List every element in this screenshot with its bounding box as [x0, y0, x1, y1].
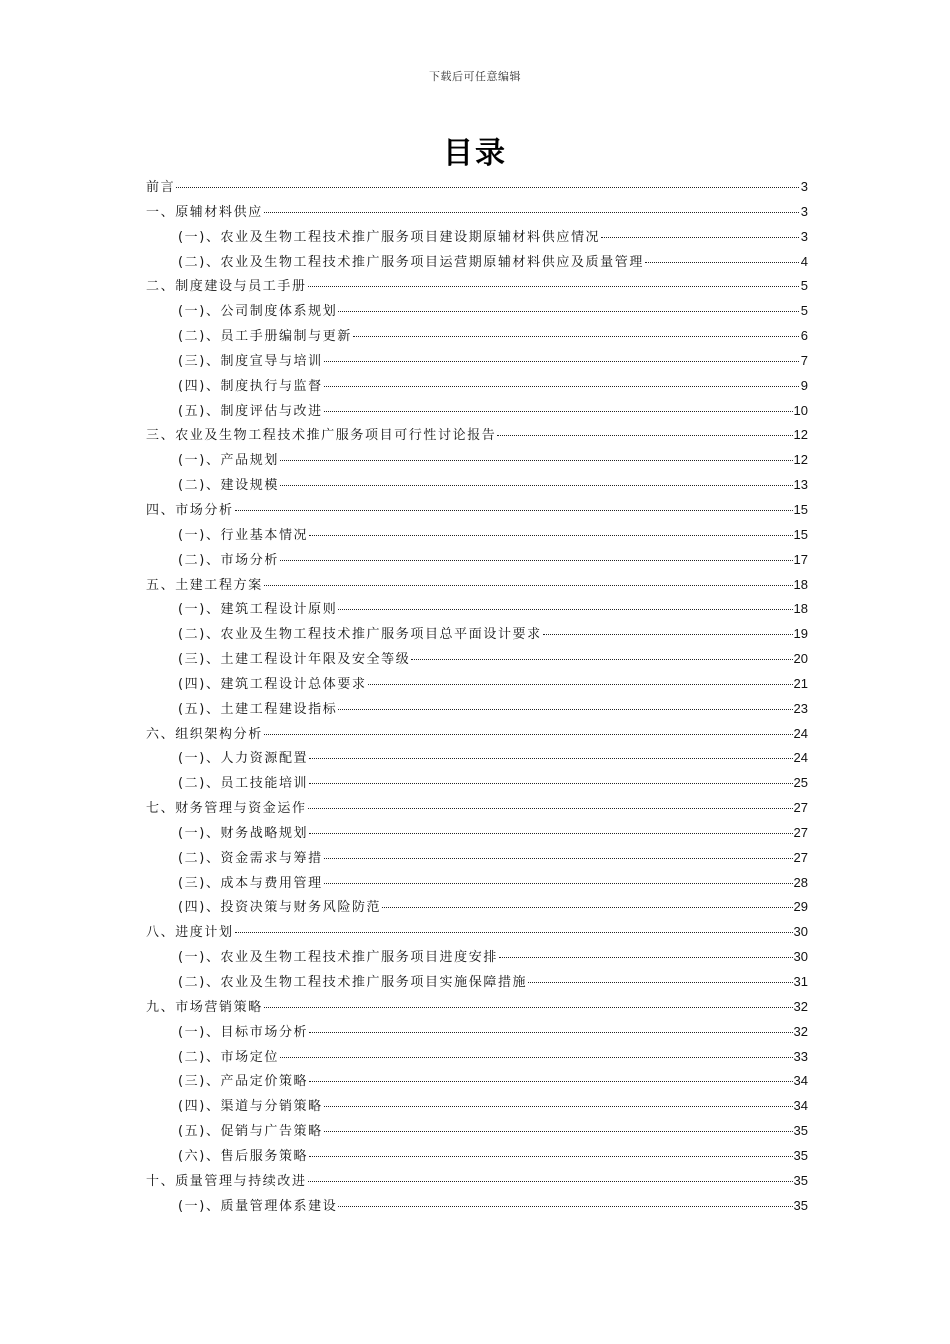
- toc-section-entry[interactable]: [146, 349, 808, 374]
- header-note: 下载后可任意编辑: [429, 70, 521, 83]
- toc-page-number: 23: [793, 700, 808, 716]
- toc-dot-leader: [309, 832, 792, 834]
- toc-section-entry[interactable]: [146, 399, 808, 424]
- toc-section-entry[interactable]: [146, 647, 808, 672]
- toc-entry-label: (四)、渠道与分销策略: [178, 1099, 323, 1115]
- toc-page-number: 19: [793, 626, 808, 642]
- toc-dot-leader: [324, 857, 793, 859]
- toc-dot-leader: [324, 1105, 793, 1107]
- toc-section-entry[interactable]: [146, 1094, 808, 1119]
- toc-dot-leader: [280, 1056, 793, 1058]
- toc-chapter-entry[interactable]: [146, 498, 808, 523]
- toc-entry-label: (一)、公司制度体系规划: [178, 304, 338, 320]
- toc-page-number: 21: [793, 675, 808, 691]
- toc-dot-leader: [309, 1080, 792, 1082]
- toc-entry-label: 前言: [146, 180, 176, 195]
- toc-entry-label: (六)、售后服务策略: [178, 1148, 309, 1164]
- toc-entry-label: (一)、质量管理体系建设: [178, 1198, 338, 1214]
- toc-section-entry[interactable]: [146, 1045, 808, 1070]
- toc-dot-leader: [264, 211, 799, 213]
- toc-section-entry[interactable]: [146, 697, 808, 722]
- toc-entry-label: (一)、行业基本情况: [178, 527, 309, 543]
- toc-page-number: 27: [793, 800, 808, 816]
- toc-section-entry[interactable]: [146, 1069, 808, 1094]
- toc-page-number: 35: [793, 1197, 808, 1213]
- toc-page-number: 24: [793, 750, 808, 766]
- toc-chapter-entry[interactable]: [146, 920, 808, 945]
- toc-section-entry[interactable]: [146, 225, 808, 250]
- toc-page-number: 15: [793, 501, 808, 517]
- toc-entry-label: (一)、财务战略规划: [178, 825, 309, 841]
- toc-page-number: 32: [793, 1023, 808, 1039]
- toc-dot-leader: [382, 906, 792, 908]
- toc-entry-label: (二)、建设规模: [178, 478, 279, 494]
- toc-entry-label: (二)、员工手册编制与更新: [178, 329, 352, 345]
- toc-dot-leader: [411, 658, 792, 660]
- toc-section-entry[interactable]: [146, 672, 808, 697]
- toc-page-number: 35: [793, 1147, 808, 1163]
- toc-entry-label: (五)、土建工程建设指标: [178, 701, 338, 717]
- toc-chapter-entry[interactable]: [146, 796, 808, 821]
- toc-chapter-entry[interactable]: [146, 274, 808, 299]
- toc-entry-label: 九、市场营销策略: [146, 999, 263, 1015]
- toc-entry-label: 七、财务管理与资金运作: [146, 801, 307, 817]
- toc-title: 目录: [443, 136, 507, 171]
- toc-chapter-entry[interactable]: [146, 573, 808, 598]
- toc-page-number: 20: [793, 651, 808, 667]
- toc-page-number: 32: [793, 998, 808, 1014]
- toc-entry-label: (五)、促销与广告策略: [178, 1124, 323, 1140]
- toc-page-number: 4: [800, 253, 808, 269]
- toc-entry-label: 二、制度建设与员工手册: [146, 279, 307, 295]
- toc-page-number: 3: [800, 228, 808, 244]
- toc-entry-label: 六、组织架构分析: [146, 726, 263, 742]
- toc-dot-leader: [264, 1006, 793, 1008]
- toc-entry-label: (一)、目标市场分析: [178, 1024, 309, 1040]
- toc-page-number: 15: [793, 526, 808, 542]
- toc-page-number: 13: [793, 477, 808, 493]
- toc-page-number: 18: [793, 601, 808, 617]
- toc-chapter-entry[interactable]: [146, 995, 808, 1020]
- toc-entry-label: 十、质量管理与持续改进: [146, 1173, 307, 1189]
- toc-page-number: 17: [793, 551, 808, 567]
- toc-chapter-entry[interactable]: [146, 200, 808, 225]
- toc-dot-leader: [645, 261, 799, 263]
- toc-page-number: 9: [800, 377, 808, 393]
- toc-section-entry[interactable]: [146, 548, 808, 573]
- toc-dot-leader: [353, 335, 799, 337]
- toc-entry-label: 一、原辅材料供应: [146, 204, 263, 220]
- toc-section-entry[interactable]: [146, 622, 808, 647]
- toc-entry-label: (一)、建筑工程设计原则: [178, 602, 338, 618]
- toc-page-number: 35: [793, 1123, 808, 1139]
- toc-dot-leader: [324, 410, 793, 412]
- toc-dot-leader: [338, 1205, 792, 1207]
- toc-entry-label: (一)、农业及生物工程技术推广服务项目进度安排: [178, 950, 498, 966]
- toc-section-entry[interactable]: [146, 895, 808, 920]
- toc-entry-label: 三、农业及生物工程技术推广服务项目可行性讨论报告: [146, 428, 497, 444]
- toc-page-number: 34: [793, 1098, 808, 1114]
- toc-dot-leader: [264, 584, 793, 586]
- toc-page-number: 34: [793, 1073, 808, 1089]
- toc-dot-leader: [601, 236, 799, 238]
- toc-section-entry[interactable]: [146, 746, 808, 771]
- toc-dot-leader: [499, 956, 793, 958]
- toc-section-entry[interactable]: [146, 1119, 808, 1144]
- toc-dot-leader: [368, 683, 793, 685]
- toc-dot-leader: [324, 1130, 793, 1132]
- toc-section-entry[interactable]: [146, 771, 808, 796]
- toc-dot-leader: [235, 509, 793, 511]
- toc-dot-leader: [264, 733, 793, 735]
- toc-entry-label: (二)、农业及生物工程技术推广服务项目实施保障措施: [178, 975, 528, 990]
- toc-dot-leader: [176, 186, 799, 188]
- toc-dot-leader: [308, 285, 799, 287]
- toc-page-number: 27: [793, 849, 808, 865]
- toc-dot-leader: [338, 310, 799, 312]
- toc-dot-leader: [280, 459, 793, 461]
- toc-dot-leader: [497, 434, 792, 436]
- toc-entry-label: (二)、农业及生物工程技术推广服务项目运营期原辅材料供应及质量管理: [178, 254, 644, 270]
- toc-dot-leader: [309, 782, 792, 784]
- toc-entry-label: (四)、投资决策与财务风险防范: [178, 900, 382, 916]
- toc-entry-label: (一)、产品规划: [178, 453, 279, 469]
- toc-dot-leader: [280, 559, 793, 561]
- toc-page-number: 24: [793, 725, 808, 741]
- toc-section-entry[interactable]: [146, 250, 808, 275]
- toc-section-entry[interactable]: [146, 448, 808, 473]
- toc-page-number: 12: [793, 452, 808, 468]
- toc-entry-label: (二)、资金需求与筹措: [178, 850, 323, 866]
- toc-dot-leader: [309, 1155, 792, 1157]
- toc-dot-leader: [308, 1180, 793, 1182]
- toc-chapter-entry[interactable]: [146, 175, 808, 200]
- toc-entry-label: 八、进度计划: [146, 925, 234, 941]
- toc-entry-label: (二)、员工技能培训: [178, 776, 309, 792]
- toc-page-number: 29: [793, 899, 808, 915]
- toc-page-number: 3: [800, 203, 808, 219]
- toc-section-entry[interactable]: [146, 374, 808, 399]
- toc-entry-label: (四)、建筑工程设计总体要求: [178, 676, 367, 692]
- toc-section-entry[interactable]: [146, 1194, 808, 1219]
- toc-section-entry[interactable]: [146, 1144, 808, 1169]
- toc-dot-leader: [309, 534, 792, 536]
- toc-section-entry[interactable]: [146, 871, 808, 896]
- toc-section-entry[interactable]: [146, 1020, 808, 1045]
- toc-entry-label: (三)、成本与费用管理: [178, 875, 323, 891]
- toc-dot-leader: [235, 931, 793, 933]
- table-of-contents: [146, 175, 808, 1218]
- toc-entry-label: (三)、土建工程设计年限及安全等级: [178, 652, 411, 668]
- toc-entry-label: (二)、农业及生物工程技术推广服务项目总平面设计要求: [178, 627, 542, 643]
- toc-page-number: 3: [800, 179, 808, 194]
- toc-page-number: 18: [793, 576, 808, 592]
- toc-dot-leader: [309, 757, 792, 759]
- toc-entry-label: (三)、产品定价策略: [178, 1074, 309, 1090]
- toc-section-entry[interactable]: [146, 324, 808, 349]
- toc-entry-label: 五、土建工程方案: [146, 577, 263, 593]
- toc-section-entry[interactable]: [146, 846, 808, 871]
- toc-dot-leader: [324, 882, 793, 884]
- toc-dot-leader: [543, 633, 793, 635]
- toc-page-number: 12: [793, 427, 808, 443]
- toc-dot-leader: [280, 484, 793, 486]
- toc-section-entry[interactable]: [146, 970, 808, 995]
- toc-page-number: 6: [800, 328, 808, 344]
- toc-page-number: 25: [793, 775, 808, 791]
- toc-page-number: 10: [793, 402, 808, 418]
- toc-entry-label: (四)、制度执行与监督: [178, 378, 323, 394]
- toc-section-entry[interactable]: [146, 945, 808, 970]
- toc-entry-label: (三)、制度宣导与培训: [178, 353, 323, 369]
- toc-chapter-entry[interactable]: [146, 722, 808, 747]
- toc-section-entry[interactable]: [146, 299, 808, 324]
- toc-page-number: 35: [793, 1172, 808, 1188]
- toc-chapter-entry[interactable]: [146, 1169, 808, 1194]
- toc-dot-leader: [338, 708, 792, 710]
- toc-page-number: 30: [793, 924, 808, 940]
- toc-section-entry[interactable]: [146, 597, 808, 622]
- toc-page-number: 30: [793, 949, 808, 965]
- toc-dot-leader: [324, 360, 799, 362]
- toc-section-entry[interactable]: [146, 523, 808, 548]
- toc-entry-label: (二)、市场定位: [178, 1049, 279, 1065]
- toc-entry-label: (一)、人力资源配置: [178, 751, 309, 767]
- toc-chapter-entry[interactable]: [146, 423, 808, 448]
- toc-dot-leader: [309, 1031, 792, 1033]
- toc-section-entry[interactable]: [146, 821, 808, 846]
- toc-page-number: 33: [793, 1048, 808, 1064]
- toc-page-number: 31: [793, 974, 808, 989]
- toc-entry-label: (一)、农业及生物工程技术推广服务项目建设期原辅材料供应情况: [178, 229, 601, 245]
- toc-page-number: 27: [793, 824, 808, 840]
- toc-page-number: 5: [800, 303, 808, 319]
- toc-page-number: 5: [800, 278, 808, 294]
- toc-dot-leader: [308, 807, 793, 809]
- toc-section-entry[interactable]: [146, 473, 808, 498]
- toc-page-number: 7: [800, 352, 808, 368]
- toc-dot-leader: [324, 385, 799, 387]
- toc-entry-label: (二)、市场分析: [178, 552, 279, 568]
- toc-entry-label: 四、市场分析: [146, 502, 234, 518]
- toc-page-number: 28: [793, 874, 808, 890]
- toc-dot-leader: [528, 981, 792, 983]
- toc-entry-label: (五)、制度评估与改进: [178, 403, 323, 419]
- toc-dot-leader: [338, 608, 792, 610]
